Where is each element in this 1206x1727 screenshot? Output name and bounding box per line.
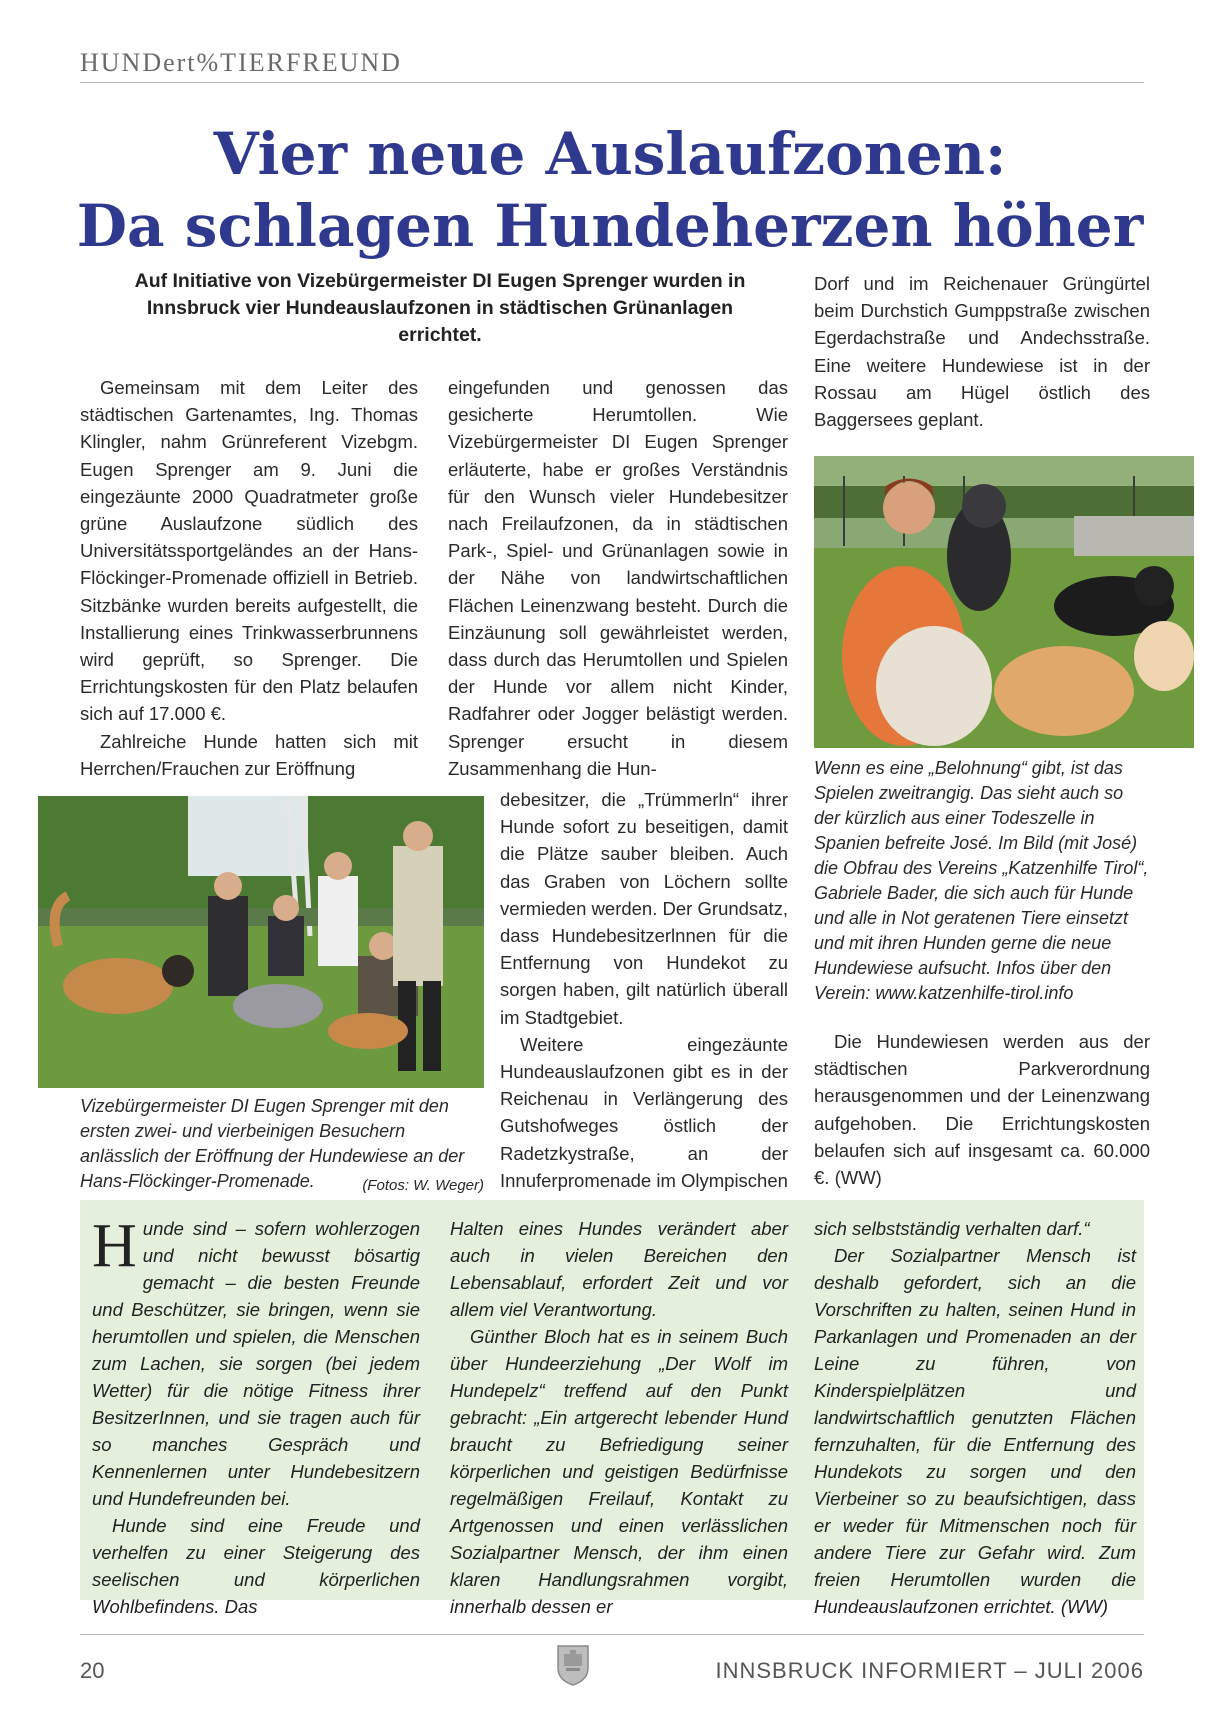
box-col1-paragraph-1-text: unde sind – sofern wohlerzogen und nicht bewusst bösartig gemacht – die besten Freunde und Beschützer, sie bringen, wenn sie herumtollen und spielen, die Menschen zum Lachen, sie sorgen (bei jedem Wetter) für die nötige Fitness ihrer BesitzerInnen, und sie tragen auch für so manches Gespräch und Kennenlernen unter Hundebesitzern und Hundefreunden bei. (92, 1218, 420, 1509)
lead-paragraph: Auf Initiative von Vizebürgermeister DI Eugen Sprenger wurden in Innsbruck vier Hundeauslaufzonen in städtischen Grünanlagen errichtet. (134, 270, 746, 346)
box-column-1 (92, 1212, 420, 1620)
col2-paragraph-3: Weitere eingezäunte Hundeauslaufzonen gibt es in der Reichenau in Verlängerung des Gutshofweges östlich der Radetzkystraße, an der Innuferpromenade im Olympischen (500, 1033, 788, 1191)
box-col1-paragraph-2: Hunde sind eine Freude und verhelfen zu einer Steigerung des seelischen und körperlichen Wohlbefindens. Das (92, 1515, 420, 1617)
box-col2-paragraph-1: Halten eines Hundes verändert aber auch in vielen Bereichen den Lebensablauf, erfordert Zeit und vor allem viel Verantwortung. (450, 1218, 788, 1320)
city-crest-icon (556, 1644, 590, 1686)
col3-paragraph-1: Dorf und im Reichenauer Grüngürtel beim Durchstich Gumppstraße zwischen Egerdachstraße und Andechsstraße. Eine weitere Hundewiese ist in der Rossau am Hügel östlich des Baggersees geplant. (814, 273, 1150, 431)
photo-left-caption-text: Vizebürgermeister DI Eugen Sprenger mit den ersten zwei- und vierbeinigen Besuchern anlässlich der Eröffnung der Hundewiese an der Hans-Flöckinger-Promenade. (80, 1096, 465, 1191)
photo-opening-event (38, 796, 484, 1088)
col3-paragraph-2: Die Hundewiesen werden aus der städtischen Parkverordnung herausgenommen und der Leinenzwang aufgehoben. Die Errichtungskosten belaufen sich auf insgesamt ca. 60.000 €. (WW) (814, 1031, 1150, 1189)
article-column-3 (814, 270, 1150, 433)
article-column-2 (448, 374, 788, 782)
col1-paragraph-2: Zahlreiche Hunde hatten sich mit Herrchen/Frauchen zur Eröffnung (80, 730, 418, 779)
col1-paragraph-1: Gemeinsam mit dem Leiter des städtischen Gartenamtes, Ing. Thomas Klingler, nahm Grünreferent Vizebgm. Eugen Sprenger am 9. Juni die eingezäunte 2000 Quadratmeter große grüne Auslaufzone südlich des Universitätssportgeländes an der Hans-Flöckinger-Promenade offiziell in Betrieb. Sitzbänke wurden bereits aufgestellt, die Installierung eines Trinkwasserbrunnens wird geprüft, so Sprenger. Die Errichtungskosten für den Platz belaufen sich auf 17.000 €. (80, 377, 418, 725)
col2-paragraph-2: debesitzer, die „Trümmerln“ ihrer Hunde sofort zu beseitigen, damit die Plätze sauber bleiben. Auch das Graben von Löchern sollte vermieden werden. Der Grundsatz, dass Hundebesitzerlnnen für die Entfernung von Hundekot zu sorgen haben, gilt natürlich überall im Stadtgebiet. (500, 789, 788, 1028)
box-col2-paragraph-2: Günther Bloch hat es in seinem Buch über Hundeerziehung „Der Wolf im Hundepelz“ treffend auf den Punkt gebracht: „Ein artgerecht lebender Hund braucht zu Befriedigung seiner körperlichen und geistigen Bedürfnisse regelmäßigen Freilauf, Kontakt zu Artgenossen und einen verlässlichen Sozialpartner Mensch, der ihm einen klaren Handlungsrahmen vorgibt, innerhalb dessen er (450, 1326, 788, 1617)
publication-name: INNSBRUCK INFORMIERT – JULI 2006 (715, 1658, 1144, 1683)
bottom-divider (80, 1634, 1144, 1635)
article-column-2-lower (500, 786, 788, 1194)
photo-credit: (Fotos: W. Weger) (362, 1177, 484, 1194)
drop-cap: H (92, 1212, 137, 1280)
box-column-2 (450, 1215, 788, 1620)
box-column-3 (814, 1215, 1136, 1620)
section-rubric: HUNDert%TIERFREUND (80, 48, 402, 77)
box-col1-paragraph-1 (92, 1212, 420, 1512)
article-column-3-lower (814, 1028, 1150, 1191)
headline-line-1: Vier neue Auslaufzonen: (213, 120, 1007, 188)
col2-paragraph-1: eingefunden und genossen das gesicherte Herumtollen. Wie Vizebürgermeister DI Eugen Sprenger erläuterte, habe er großes Verständnis für den Wunsch vieler Hundebesitzer nach Freilaufzonen, da in städtischen Park-, Spiel- und Grünanlagen sowie in der Nähe von landwirtschaftlichen Flächen Leinenzwang besteht. Durch die Einzäunung soll gewährleistet werden, dass durch das Herumtollen und Spielen der Hunde vor allem nicht Kinder, Radfahrer oder Jogger belästigt werden. Sprenger ersucht in diesem Zusammenhang die Hun- (448, 377, 788, 779)
article-column-1 (80, 374, 418, 782)
headline (60, 118, 1160, 262)
photo-woman-with-dogs (814, 456, 1194, 748)
headline-line-2: Da schlagen Hundeherzen höher (76, 192, 1144, 260)
photo-right-caption: Wenn es eine „Belohnung“ gibt, ist das Spielen zweitrangig. Das sieht auch so der kürzlich aus einer Todeszelle in Spanien befreite José. Im Bild (mit José) die Obfrau des Vereins „Katzenhilfe Tirol“, Gabriele Bader, die sich auch für Hunde und alle in Not geratenen Tiere einsetzt und mit ihren Hunden gerne die neue Hundewiese aufsucht. Infos über den Verein: www.katzenhilfe-tirol.info (814, 758, 1149, 1003)
box-col3-paragraph-2: Der Sozialpartner Mensch ist deshalb gefordert, sich an die Vorschriften zu halten, seinen Hund in Parkanlagen und Promenaden an der Leine zu führen, von Kinderspielplätzen und landwirtschaftlich genutzten Flächen fernzuhalten, für die Entfernung des Hundekots zu sorgen und den Vierbeiner so zu beaufsichtigen, dass er weder für Mitmenschen noch für andere Tiere zur Gefahr wird. Zum freien Herumtollen wurden die Hundeauslaufzonen errichtet. (WW) (814, 1245, 1136, 1617)
top-divider (80, 82, 1144, 83)
page-number: 20 (80, 1658, 105, 1683)
box-col3-paragraph-1: sich selbstständig verhalten darf.“ (814, 1218, 1090, 1239)
photo-left-caption (80, 1094, 484, 1198)
